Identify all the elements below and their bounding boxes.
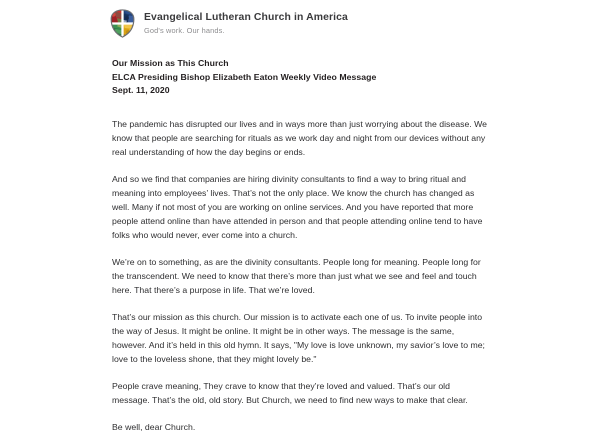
heading-title: Our Mission as This Church	[112, 58, 229, 68]
body-paragraph: And so we find that companies are hiring divinity consultants to find a way to bring ritual and meaning into employees’ lives. That’s not the only place. We know the church has changed as well. Many if not most of you are working on online services. And you have reported that more people attend online than have attended in person and that people attending online tend to have folks who would never, ever come into a church.	[112, 173, 483, 240]
body-paragraph: People crave meaning, They crave to know that they’re loved and valued. That’s our old message. That’s the old, old story. But Church, we need to find new ways to make that clear.	[112, 380, 468, 405]
body-paragraph: We’re on to something, as are the divinity consultants. People long for meaning. People long for the transcendent. We need to know that there’s more than just what we see and feel and touch here. That there’s a purpose in life. That we’re loved.	[112, 256, 481, 295]
body-closing: Be well, dear Church.	[112, 421, 196, 432]
document-body	[112, 57, 488, 434]
organization-tagline: God's work. Our hands.	[144, 26, 225, 35]
organization-name: Evangelical Lutheran Church in America	[144, 11, 348, 23]
body-paragraph: The pandemic has disrupted our lives and in ways more than just worrying about the disease. We know that people are searching for rituals as we work day and night from our devices without any real understanding of how the day begins or ends.	[112, 118, 488, 157]
body-paragraph: That’s our mission as this church. Our mission is to activate each one of us. To invite people into the way of Jesus. It might be online. It might be in other ways. The message is the same, however. And it’s held in this old hymn. It says, "My love is love unknown, my savior’s love to me; love to the loveless shone, that they might lovely be."	[112, 311, 485, 364]
elca-cross-shield-icon	[108, 9, 137, 38]
letterhead	[108, 9, 348, 38]
heading-date: Sept. 11, 2020	[112, 85, 170, 96]
document-heading	[112, 57, 488, 98]
wordmark	[144, 13, 348, 35]
heading-subtitle: ELCA Presiding Bishop Elizabeth Eaton Weekly Video Message	[112, 71, 377, 82]
